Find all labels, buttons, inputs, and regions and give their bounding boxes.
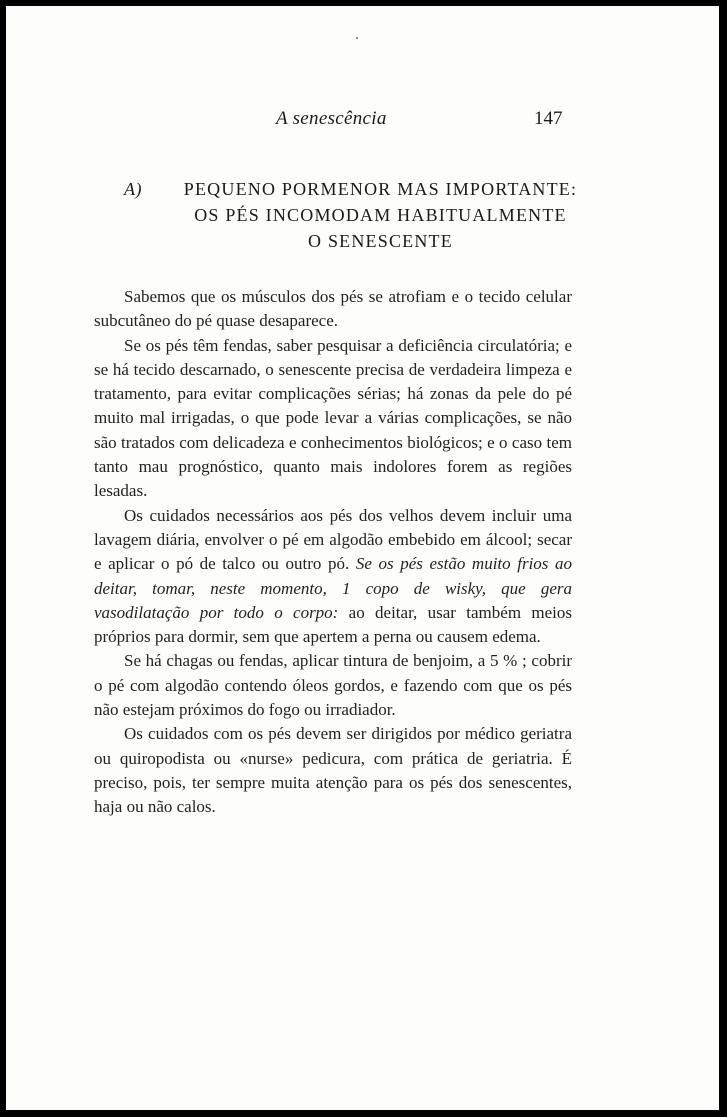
running-header — [6, 108, 719, 136]
section-title-line-1: PEQUENO PORMENOR MAS IMPORTANTE: — [183, 179, 578, 199]
section-heading — [6, 176, 719, 254]
section-title-line-2: OS PÉS INCOMODAM HABITUALMENTE — [194, 205, 567, 225]
paragraph-3 — [94, 504, 572, 650]
paragraph-1: Sabemos que os músculos dos pés se atrofiam e o tecido celular subcutâneo do pé quase desaparece. — [94, 287, 572, 331]
body-text — [94, 285, 572, 820]
paragraph-3-italic: Se os pés estão muito frios ao deitar, tomar, neste momento, 1 copo de wisky, que gera vasodilatação por todo o corpo: — [94, 554, 573, 622]
page-speck — [356, 37, 358, 39]
paragraph-2: Se os pés têm fendas, saber pesquisar a deficiência circulatória; e se há tecido descarnado, o senescente precisa de verdadeira limpeza e tratamento, para evitar complicações sérias; há zonas da pele do pé muito mal irrigadas, o que pode levar a várias complicações, se não são tratados com delicadeza e conhecimentos biológicos; e o caso tem tanto mau prognóstico, quanto mais indolores forem as regiões lesadas. — [94, 335, 572, 501]
paragraph-3-end: ao deitar, usar também meios próprios para dormir, sem que apertem a perna ou causem edema. — [94, 602, 572, 647]
page-number: 147 — [534, 108, 563, 129]
section-marker: A) — [124, 179, 142, 199]
book-page — [6, 6, 719, 1110]
section-title-line-3: O SENESCENTE — [308, 231, 453, 251]
running-title: A senescência — [276, 108, 387, 129]
paragraph-4: Se há chagas ou fendas, aplicar tintura de benjoim, a 5 % ; cobrir o pé com algodão contendo óleos gordos, e fazendo com que os pés não estejam próximos do fogo ou irradiador. — [94, 651, 572, 720]
paragraph-3-start: Os cuidados necessários aos pés dos velhos devem incluir uma lavagem diária, envolver o pé em algodão embebido em álcool; secar e aplicar o pó de talco ou outro pó. — [94, 505, 572, 574]
paragraph-5: Os cuidados com os pés devem ser dirigidos por médico geriatra ou quiropodista ou «nurse» pedicura, com prática de geriatria. É preciso, pois, ter sempre muita atenção para os pés dos senescentes, haja ou não calos. — [94, 724, 572, 817]
